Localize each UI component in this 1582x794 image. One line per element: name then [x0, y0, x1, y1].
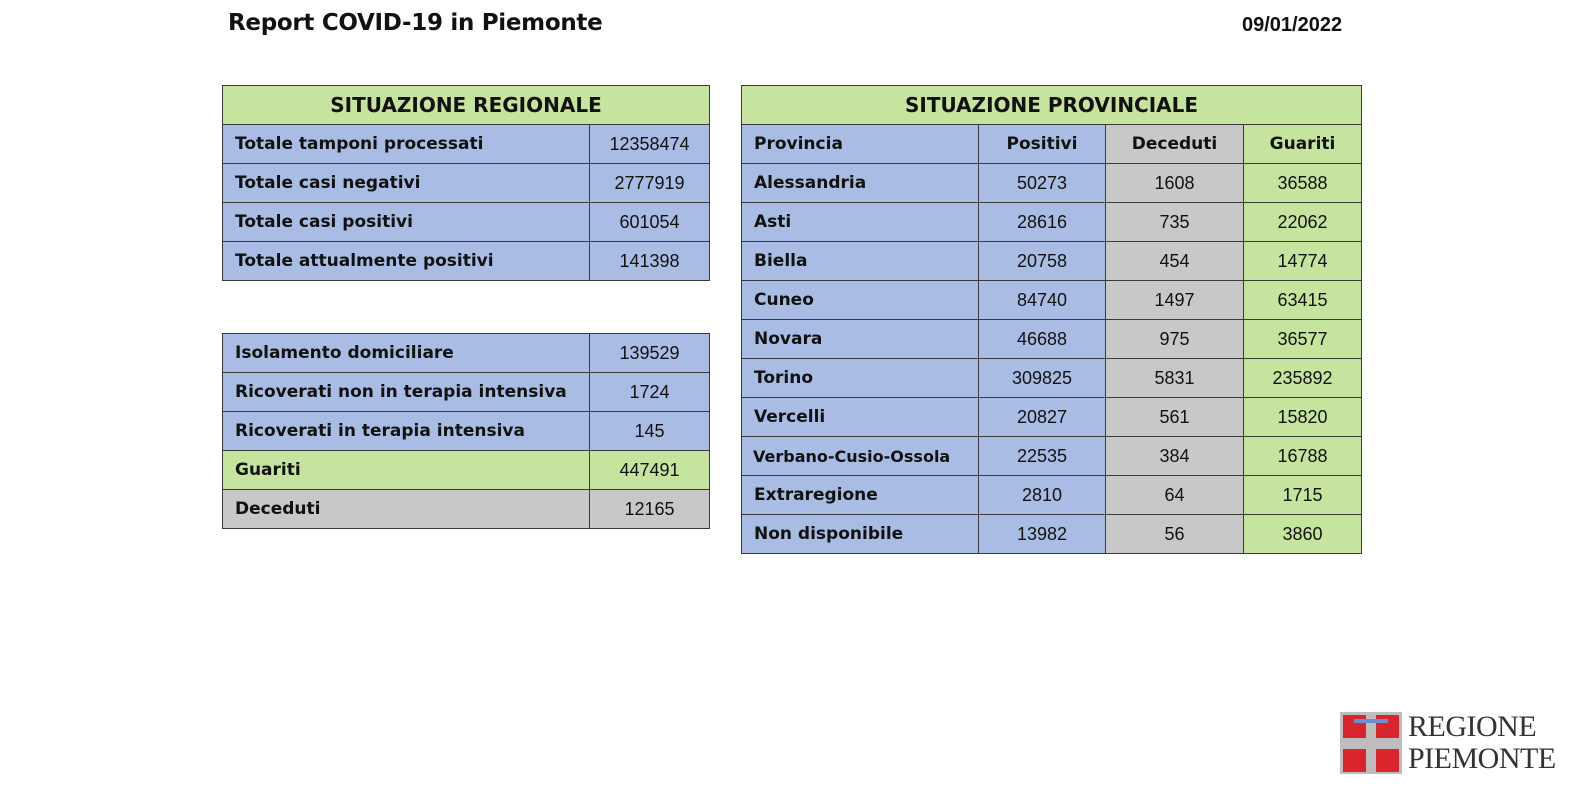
row-label: Totale casi positivi	[223, 203, 590, 242]
table-row	[742, 437, 1362, 476]
row-label: Totale tamponi processati	[223, 125, 590, 164]
province-name: Cuneo	[742, 281, 979, 320]
deceduti-value: 454	[1106, 242, 1244, 281]
row-label: Totale attualmente positivi	[223, 242, 590, 281]
table-row	[742, 320, 1362, 359]
row-value: 12165	[590, 490, 710, 529]
guariti-value: 63415	[1244, 281, 1362, 320]
row-value: 139529	[590, 334, 710, 373]
positivi-value: 13982	[979, 515, 1106, 554]
table-row	[223, 125, 710, 164]
province-name: Alessandria	[742, 164, 979, 203]
row-value: 1724	[590, 373, 710, 412]
row-label: Ricoverati non in terapia intensiva	[223, 373, 590, 412]
column-header-provincia: Provincia	[742, 125, 979, 164]
positivi-value: 22535	[979, 437, 1106, 476]
province-name: Extraregione	[742, 476, 979, 515]
deceduti-value: 735	[1106, 203, 1244, 242]
table-row	[742, 515, 1362, 554]
table-row	[223, 164, 710, 203]
positivi-value: 50273	[979, 164, 1106, 203]
guariti-value: 235892	[1244, 359, 1362, 398]
province-name: Vercelli	[742, 398, 979, 437]
positivi-value: 20827	[979, 398, 1106, 437]
row-value: 141398	[590, 242, 710, 281]
row-label: Totale casi negativi	[223, 164, 590, 203]
table-row	[223, 373, 710, 412]
province-name: Torino	[742, 359, 979, 398]
regione-piemonte-logo	[1340, 710, 1556, 778]
guariti-value: 22062	[1244, 203, 1362, 242]
positivi-value: 28616	[979, 203, 1106, 242]
deceduti-value: 56	[1106, 515, 1244, 554]
column-header-deceduti: Deceduti	[1106, 125, 1244, 164]
deceduti-value: 975	[1106, 320, 1244, 359]
table-row	[223, 490, 710, 529]
table-row	[742, 476, 1362, 515]
guariti-value: 36588	[1244, 164, 1362, 203]
table-row	[742, 164, 1362, 203]
guariti-value: 14774	[1244, 242, 1362, 281]
regional-header-row	[223, 86, 710, 125]
row-label: Isolamento domiciliare	[223, 334, 590, 373]
row-value: 2777919	[590, 164, 710, 203]
province-name: Biella	[742, 242, 979, 281]
provincial-table	[741, 85, 1362, 554]
deceduti-value: 64	[1106, 476, 1244, 515]
guariti-value: 3860	[1244, 515, 1362, 554]
row-value: 601054	[590, 203, 710, 242]
provincial-title: SITUAZIONE PROVINCIALE	[742, 86, 1362, 125]
positivi-value: 46688	[979, 320, 1106, 359]
table-row	[223, 203, 710, 242]
table-row	[742, 359, 1362, 398]
row-label: Ricoverati in terapia intensiva	[223, 412, 590, 451]
row-value: 12358474	[590, 125, 710, 164]
positivi-value: 309825	[979, 359, 1106, 398]
column-header-guariti: Guariti	[1244, 125, 1362, 164]
positivi-value: 20758	[979, 242, 1106, 281]
provincial-header-row	[742, 86, 1362, 125]
deceduti-value: 1608	[1106, 164, 1244, 203]
regional-summary-table	[222, 85, 710, 281]
row-value: 447491	[590, 451, 710, 490]
report-date: 09/01/2022	[1242, 14, 1343, 36]
table-row	[223, 412, 710, 451]
regional-title: SITUAZIONE REGIONALE	[223, 86, 710, 125]
column-header-positivi: Positivi	[979, 125, 1106, 164]
positivi-value: 84740	[979, 281, 1106, 320]
regione-piemonte-emblem-icon	[1340, 712, 1402, 774]
guariti-value: 1715	[1244, 476, 1362, 515]
row-value: 145	[590, 412, 710, 451]
deceduti-value: 5831	[1106, 359, 1244, 398]
table-row	[223, 451, 710, 490]
table-row	[742, 203, 1362, 242]
province-name: Verbano-Cusio-Ossola	[742, 437, 979, 476]
column-header-row	[742, 125, 1362, 164]
deceduti-value: 561	[1106, 398, 1244, 437]
deceduti-value: 384	[1106, 437, 1244, 476]
province-name: Asti	[742, 203, 979, 242]
logo-line-1: REGIONE	[1408, 710, 1537, 743]
table-row	[742, 242, 1362, 281]
table-row	[742, 281, 1362, 320]
guariti-value: 15820	[1244, 398, 1362, 437]
logo-line-2: PIEMONTE	[1408, 742, 1556, 775]
emblem-svg	[1340, 712, 1402, 774]
province-name: Novara	[742, 320, 979, 359]
deceduti-value: 1497	[1106, 281, 1244, 320]
table-row	[223, 334, 710, 373]
row-label: Guariti	[223, 451, 590, 490]
table-row	[223, 242, 710, 281]
page-title: Report COVID-19 in Piemonte	[228, 10, 603, 36]
guariti-value: 16788	[1244, 437, 1362, 476]
province-name: Non disponibile	[742, 515, 979, 554]
table-row	[742, 398, 1362, 437]
guariti-value: 36577	[1244, 320, 1362, 359]
row-label: Deceduti	[223, 490, 590, 529]
regional-detail-table	[222, 333, 710, 529]
positivi-value: 2810	[979, 476, 1106, 515]
